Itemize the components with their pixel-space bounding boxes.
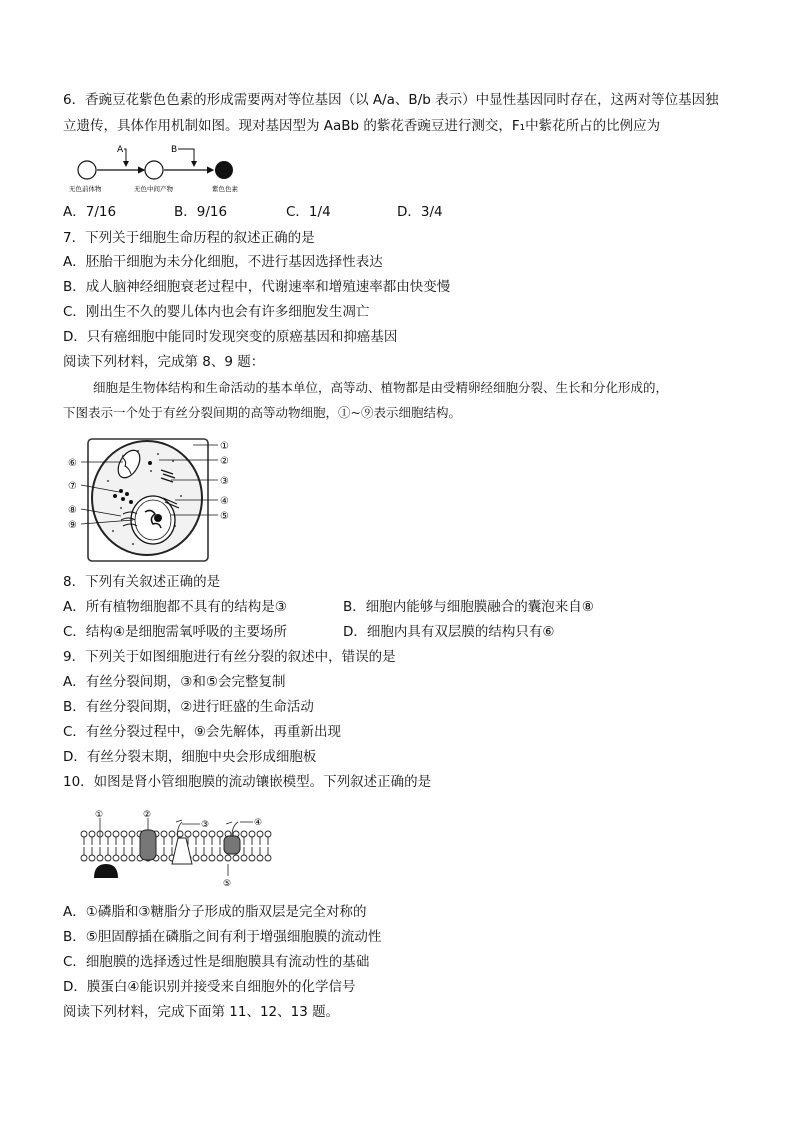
gene-a-label: A [117, 145, 124, 155]
phospholipid-head [193, 831, 199, 837]
q10-option-b: B．⑤胆固醇插在磷脂之间有利于增强细胞膜的流动性 [63, 929, 382, 945]
phospholipid-head [193, 855, 199, 861]
gene-b-label: B [171, 145, 178, 155]
q7-option-a: A．胚胎干细胞为未分化细胞，不进行基因选择性表达 [63, 254, 383, 270]
cell-label-4: ④ [220, 496, 229, 507]
phospholipid-head [121, 831, 127, 837]
membrane-label-4: ④ [254, 818, 263, 828]
membrane-label-1: ① [95, 810, 104, 820]
pigment-label: 紫色色素 [212, 185, 238, 193]
q6-stem-line1: 6．香豌豆花紫色色素的形成需要两对等位基因（以 A/a、B/b 表示）中显性基因同时存在，这两对等位基因独 [63, 92, 719, 108]
read-instruction-11-13: 阅读下列材料，完成下面第 11、12、13 题。 [63, 1004, 340, 1020]
q6-option-d: D．3/4 [397, 204, 443, 220]
intermediate-label: 无色中间产物 [134, 185, 173, 193]
q10-stem: 10．如图是肾小管细胞膜的流动镶嵌模型。下列叙述正确的是 [63, 774, 432, 790]
q10-option-d: D．膜蛋白④能识别并接受来自细胞外的化学信号 [63, 979, 356, 995]
cell-label-5: ⑤ [220, 511, 229, 522]
cell-label-8: ⑧ [68, 505, 77, 516]
q8-option-b: B．细胞内能够与细胞膜融合的囊泡来自⑧ [343, 599, 594, 615]
q6-option-c: C．1/4 [286, 204, 331, 220]
precursor-circle [78, 161, 96, 179]
intermediate-circle [145, 161, 163, 179]
phospholipid-head [169, 831, 175, 837]
phospholipid-head [113, 831, 119, 837]
q10-option-c: C．细胞膜的选择透过性是细胞膜具有流动性的基础 [63, 954, 370, 970]
q8-stem: 8．下列有关叙述正确的是 [63, 574, 221, 590]
cell-label-3: ③ [220, 476, 229, 487]
membrane-label-3: ③ [201, 820, 210, 830]
precursor-label: 无色前体物 [69, 185, 102, 193]
phospholipid-head [217, 855, 223, 861]
pigment-circle [215, 161, 233, 179]
phospholipid-head [249, 855, 255, 861]
phospholipid-head [265, 855, 271, 861]
phospholipid-head [225, 855, 231, 861]
phospholipid-head [209, 831, 215, 837]
phospholipid-head [105, 855, 111, 861]
q8-option-d: D．细胞内具有双层膜的结构只有⑥ [343, 624, 555, 640]
cell-label-7: ⑦ [68, 481, 77, 492]
q10-option-a: A．①磷脂和③糖脂分子形成的脂双层是完全对称的 [63, 904, 367, 920]
protein-2 [140, 830, 156, 860]
membrane-model-diagram [78, 806, 278, 888]
q7-option-b: B．成人脑神经细胞衰老过程中，代谢速率和增殖速率都由快变慢 [63, 279, 451, 295]
phospholipid-head [249, 831, 255, 837]
phospholipid-head [89, 855, 95, 861]
cell-label-1: ① [220, 441, 229, 452]
phospholipid-head [201, 831, 207, 837]
q6-option-b: B．9/16 [174, 204, 228, 220]
phospholipid-head [233, 855, 239, 861]
cell-label-9: ⑨ [68, 520, 77, 531]
q9-option-a: A．有丝分裂间期，③和⑤会完整复制 [63, 674, 286, 690]
phospholipid-head [161, 855, 167, 861]
phospholipid-head [97, 855, 103, 861]
q9-option-d: D．有丝分裂末期，细胞中央会形成细胞板 [63, 749, 317, 765]
protein-4 [224, 836, 240, 854]
cell-label-2: ② [220, 456, 229, 467]
phospholipid-head [241, 831, 247, 837]
membrane-label-2: ② [143, 810, 152, 820]
phospholipid-head [105, 831, 111, 837]
q9-stem: 9．下列关于如图细胞进行有丝分裂的叙述中，错误的是 [63, 649, 396, 665]
phospholipid-head [81, 831, 87, 837]
q6-pathway-diagram [66, 142, 256, 194]
q8-option-c: C．结构④是细胞需氧呼吸的主要场所 [63, 624, 288, 640]
phospholipid-head [129, 855, 135, 861]
q6-option-a: A．7/16 [63, 204, 117, 220]
phospholipid-head [257, 831, 263, 837]
q8-option-a: A．所有植物细胞都不具有的结构是③ [63, 599, 287, 615]
animal-cell-diagram [63, 436, 238, 566]
peripheral-protein [94, 864, 118, 878]
phospholipid-head [113, 855, 119, 861]
q7-option-d: D．只有癌细胞中能同时发现突变的原癌基因和抑癌基因 [63, 329, 398, 345]
phospholipid-head [89, 831, 95, 837]
q7-option-c: C．刚出生不久的婴儿体内也会有许多细胞发生凋亡 [63, 304, 370, 320]
q9-option-c: C．有丝分裂过程中，⑨会先解体，再重新出现 [63, 724, 342, 740]
protein-channel [172, 838, 192, 864]
q9-option-b: B．有丝分裂间期，②进行旺盛的生命活动 [63, 699, 314, 715]
membrane-label-5: ⑤ [223, 879, 232, 888]
phospholipid-head [257, 855, 263, 861]
q7-stem: 7．下列关于细胞生命历程的叙述正确的是 [63, 230, 315, 246]
material-line1: 细胞是生物体结构和生命活动的基本单位，高等动、植物都是由受精卵经细胞分裂、生长和分化形成的， [93, 380, 669, 395]
phospholipid-head [209, 855, 215, 861]
q6-stem-line2: 立遗传，具体作用机制如图。现对基因型为 AaBb 的紫花香豌豆进行测交，F₁中紫花所占的比例应为 [63, 118, 661, 134]
phospholipid-head [185, 831, 191, 837]
material-line2: 下图表示一个处于有丝分裂间期的高等动物细胞，①~⑨表示细胞结构。 [63, 405, 461, 420]
phospholipid-head [241, 855, 247, 861]
phospholipid-head [129, 831, 135, 837]
read-instruction-8-9: 阅读下列材料，完成第 8、9 题： [63, 354, 265, 370]
phospholipid-head [217, 831, 223, 837]
phospholipid-head [161, 831, 167, 837]
phospholipid-head [81, 855, 87, 861]
phospholipid-head [201, 855, 207, 861]
phospholipid-head [121, 855, 127, 861]
phospholipid-head [265, 831, 271, 837]
cell-label-6: ⑥ [68, 458, 77, 469]
